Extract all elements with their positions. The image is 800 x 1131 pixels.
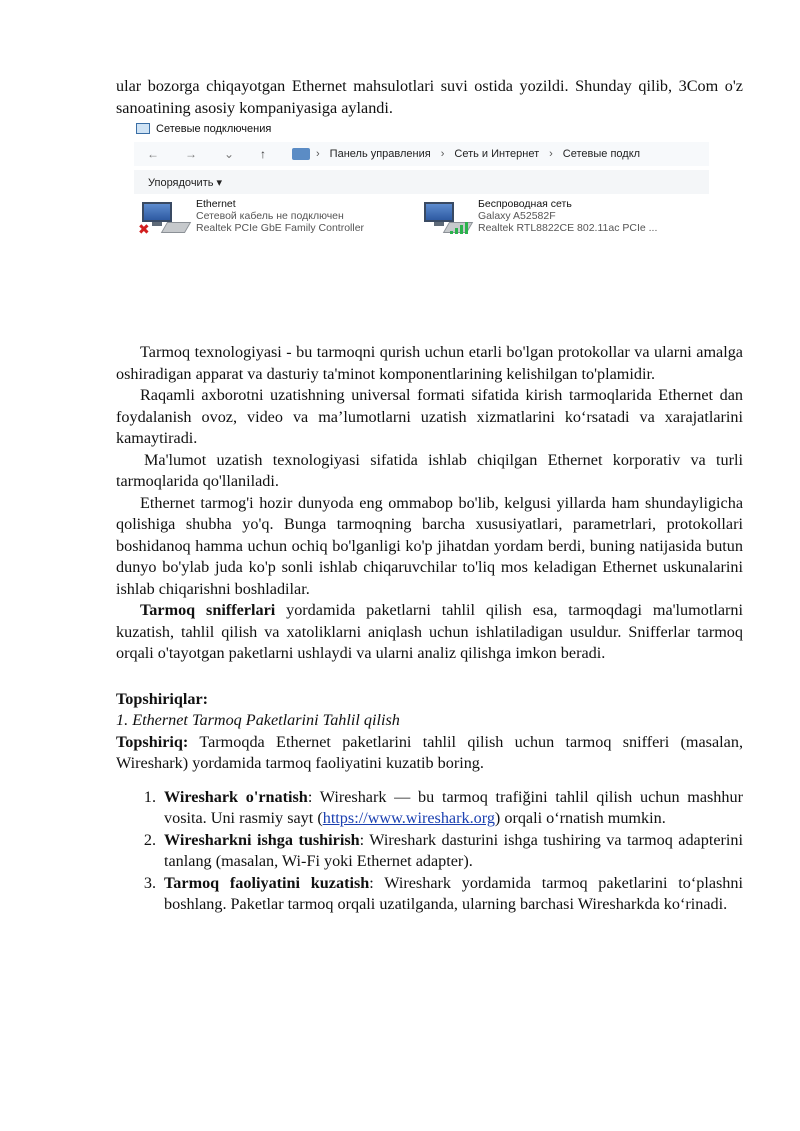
breadcrumb-separator: › — [440, 148, 445, 160]
back-arrow-icon[interactable]: ← — [147, 147, 159, 161]
window-title: Сетевые подключения — [156, 122, 272, 135]
wireshark-link[interactable]: https://www.wireshark.org — [322, 809, 495, 827]
ethernet-disconnected-icon: ✖ — [138, 198, 186, 238]
network-connections-screenshot — [134, 120, 709, 240]
breadcrumb-separator: › — [316, 148, 320, 160]
sniffers-term: Tarmoq snifferlari — [140, 601, 276, 619]
adapter-status: Galaxy A52582F — [478, 210, 556, 222]
adapter-status: Сетевой кабель не подключен — [196, 210, 344, 222]
network-folder-icon — [136, 123, 150, 134]
breadcrumb-separator: › — [549, 148, 553, 160]
breadcrumb-control-panel[interactable]: Панель управления — [329, 148, 431, 160]
list-number: 2. — [143, 830, 156, 849]
control-panel-icon — [292, 148, 310, 160]
forward-arrow-icon[interactable]: → — [185, 147, 197, 161]
list-number: 1. — [143, 787, 156, 806]
history-dropdown-icon[interactable]: ⌄ — [223, 147, 235, 161]
tasks-subheading: 1. Ethernet Tarmoq Paketlarini Tahlil qilish — [116, 711, 400, 729]
intro-paragraph: ular bozorga chiqayotgan Ethernet mahsulotlari suvi ostida yozildi. Shunday qilib, 3Com o'z sanoatining asosiy kompaniyasiga aylandi. — [116, 77, 743, 117]
up-arrow-icon[interactable]: ↑ — [260, 147, 266, 161]
adapter-name: Беспроводная сеть — [478, 198, 572, 210]
paragraph-sniffers: Tarmoq snifferlari yordamida paketlarni tahlil qilish esa, tarmoqdagi ma'lumotlarni kuzatish, tahlil qilish va xatoliklarni aniqlash uchun ishlatiladigan usuldur. Snifferlar tarmoq orqali o'tayotgan paketlarni ushlaydi va ularni analiz qilishga imkon beradi. — [116, 601, 743, 662]
organize-button[interactable]: Упорядочить ▾ — [148, 176, 223, 189]
paragraph-ethernet-access: Raqamli axborotni uzatishning universal formati sifatida kirish tarmoqlarida Ethernet dan foydalanish ovoz, video va ma’lumotlarni uzatish xizmatlarini ko‘rsatadi va xarajatlarini kamaytiradi. — [116, 386, 743, 447]
list-text: Wireshark o'rnatish: Wireshark — bu tarmoq trafiğini tahlil qilish uchun mashhur vosita. Uni rasmiy sayt (https://www.wireshark.org) orqali o‘rnatish mumkin. — [164, 787, 743, 827]
command-bar — [134, 170, 709, 194]
breadcrumb-network-internet[interactable]: Сеть и Интернет — [454, 148, 540, 160]
adapter-device: Realtek PCIe GbE Family Controller — [196, 222, 365, 234]
task-description: Topshiriq: Tarmoqda Ethernet paketlarini tahlil qilish uchun tarmoq snifferi (masalan, Wireshark) yordamida tarmoq faoliyatini kuzatib boring. — [116, 732, 743, 772]
document-page — [116, 76, 743, 916]
paragraph-network-technology: Tarmoq texnologiyasi - bu tarmoqni qurish uchun etarli bo'lgan protokollar va ularni amalga oshiradigan apparat va dasturiy ta'minot komponentlarining kelishilgan to'plamidir. — [116, 343, 743, 383]
paragraph-ethernet-corporate: Ma'lumot uzatish texnologiyasi sifatida ishlab chiqilgan Ethernet korporativ va turli tarmoqlarida qo'llaniladi. — [116, 450, 743, 490]
wifi-adapter-icon — [420, 198, 468, 238]
adapter-list — [134, 198, 709, 240]
wifi-adapter-item[interactable] — [420, 198, 657, 238]
list-text: Wiresharkni ishga tushirish: Wireshark dasturini ishga tushiring va tarmoq adapterini tanlang (masalan, Wi-Fi yoki Ethernet adapter). — [164, 830, 743, 870]
list-text: Tarmoq faoliyatini kuzatish: Wireshark yordamida tarmoq paketlarini to‘plashni boshlang. Paketlar tarmoq orqali uzatilganda, ularning barchasi Wiresharkda ko‘rinadi. — [164, 873, 743, 913]
list-item — [116, 787, 743, 830]
adapter-name: Ethernet — [196, 198, 236, 210]
list-item — [116, 830, 743, 873]
address-bar — [134, 142, 709, 166]
tasks-heading: Topshiriqlar: — [116, 689, 209, 708]
list-item — [116, 873, 743, 916]
adapter-device: Realtek RTL8822CE 802.11ac PCIe ... — [478, 222, 658, 234]
ethernet-adapter-item[interactable] — [138, 198, 364, 238]
window-titlebar — [134, 120, 709, 137]
task-label: Topshiriq: — [116, 732, 189, 751]
list-number: 3. — [143, 873, 156, 892]
task-steps-list — [116, 787, 743, 916]
paragraph-ethernet-popularity: Ethernet tarmog'i hozir dunyoda eng ommabop bo'lib, kelgusi yillarda ham shundayligicha qolishiga shubha yo'q. Bunga tarmoqning barcha xususiyatlari, parametrlari, protokollari boshidanoq hamma uchun ochiq bo'lganligi ko'p jihatdan yordam berdi, buning natijasida butun dunyo bo'ylab juda ko'p sonli ishlab chiqaruvchilar to'liq mos keladigan Ethernet uskunalarini ishlab chiqarishni boshladilar. — [116, 493, 743, 598]
breadcrumb-network-connections[interactable]: Сетевые подкл — [562, 148, 641, 160]
